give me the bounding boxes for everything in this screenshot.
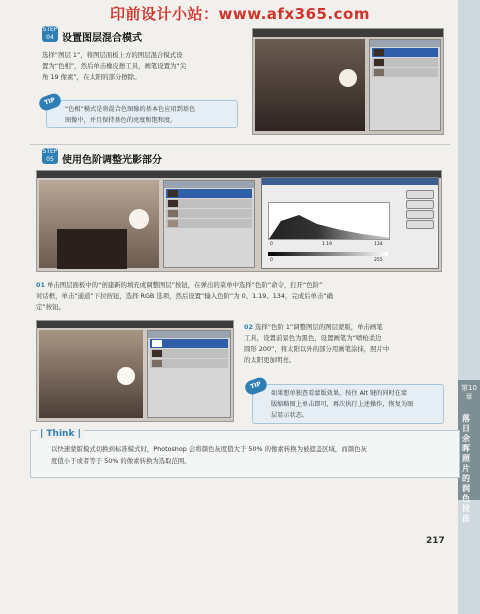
chapter-tab (458, 380, 480, 523)
tip-box-1 (43, 96, 238, 128)
chapter-label: 第10章 (461, 384, 477, 401)
screenshot-blend-mode (252, 28, 444, 135)
layers-panel-3 (147, 330, 231, 418)
divider (30, 144, 450, 145)
step-01-text: 01 单击图层面板中的“创建新的填充或调整图层”按钮，在弹出的菜单中选择“色阶”命令，打开“色阶” 对话框，单击“通道”下拉按钮，选择 RGB 选项，然后设置“输入色阶”为 0、1.19、134，完成后单击“确 定”按钮。 (36, 281, 333, 311)
cancel-button[interactable] (406, 200, 434, 209)
ok-button[interactable] (406, 190, 434, 199)
tip-badge-2: TIP (243, 376, 268, 397)
screenshot-levels (36, 170, 442, 272)
levels-output-black[interactable]: 0 (270, 258, 273, 263)
tip-text-2: 如果想单独查看蒙版效果，按住 Alt 键的同时在蒙 版缩略图上单击即可，再次执行上述操作，恢复为图 层显示状态。 (271, 390, 414, 419)
step-badge-04: STEP 04 (42, 26, 58, 41)
output-gradient (268, 252, 388, 256)
histogram (268, 202, 390, 240)
screenshot-mask (36, 320, 234, 422)
step-02-text: 02 选择“色阶 1”调整图层的图层蒙版，单击画笔 工具，设置前景色为黑色，设置画笔为“喷枪柔边 圆形 200”，将太阳以外的部分用画笔涂抹，照片中 的太阳更加明亮。 (244, 323, 390, 364)
tip-badge: TIP (37, 92, 62, 113)
tip-box-2 (249, 380, 444, 424)
layers-panel-2 (163, 180, 255, 268)
options-button[interactable] (406, 220, 434, 229)
levels-input-gamma[interactable]: 1.19 (322, 242, 333, 247)
levels-input-white[interactable]: 134 (374, 242, 383, 247)
section-heading-blend-mode: 设置图层混合模式 (62, 33, 142, 44)
levels-output-white[interactable]: 255 (374, 258, 383, 263)
think-text: 以快速蒙版模式切换到标准模式时，Photoshop 会将颜色灰度值大于 50% 的像素转换为被遮盖区域，而颜色灰 度值小于或者等于 50% 的像素转换为选取范围。 (51, 445, 367, 465)
step-badge-05: STEP 05 (42, 148, 58, 163)
page-number: 217 (426, 536, 445, 546)
chapter-title-vertical: 落日余晖照片的润色技法 (462, 414, 470, 523)
levels-input-black[interactable]: 0 (270, 242, 273, 247)
think-title: | Think | (37, 429, 84, 439)
section1-body: 选择“图层 1”，将图层面板上方的图层混合模式设 置为“色相”，然后单击橡皮擦工具，画笔设置为“尖 角 19 像素”，在太阳的部分擦除。 (42, 51, 187, 81)
auto-button[interactable] (406, 210, 434, 219)
watermark-text: 印前设计小站：www.afx365.com (110, 5, 370, 23)
levels-dialog (261, 177, 439, 269)
tip-text-1: “色相”模式是将混合色图像的基本色应用到基色 图像中，并且保持基色的亮度和饱和度。 (65, 106, 196, 124)
think-box (30, 430, 460, 478)
section-heading-levels: 使用色阶调整光影部分 (62, 155, 162, 166)
layers-panel-1 (369, 39, 441, 131)
